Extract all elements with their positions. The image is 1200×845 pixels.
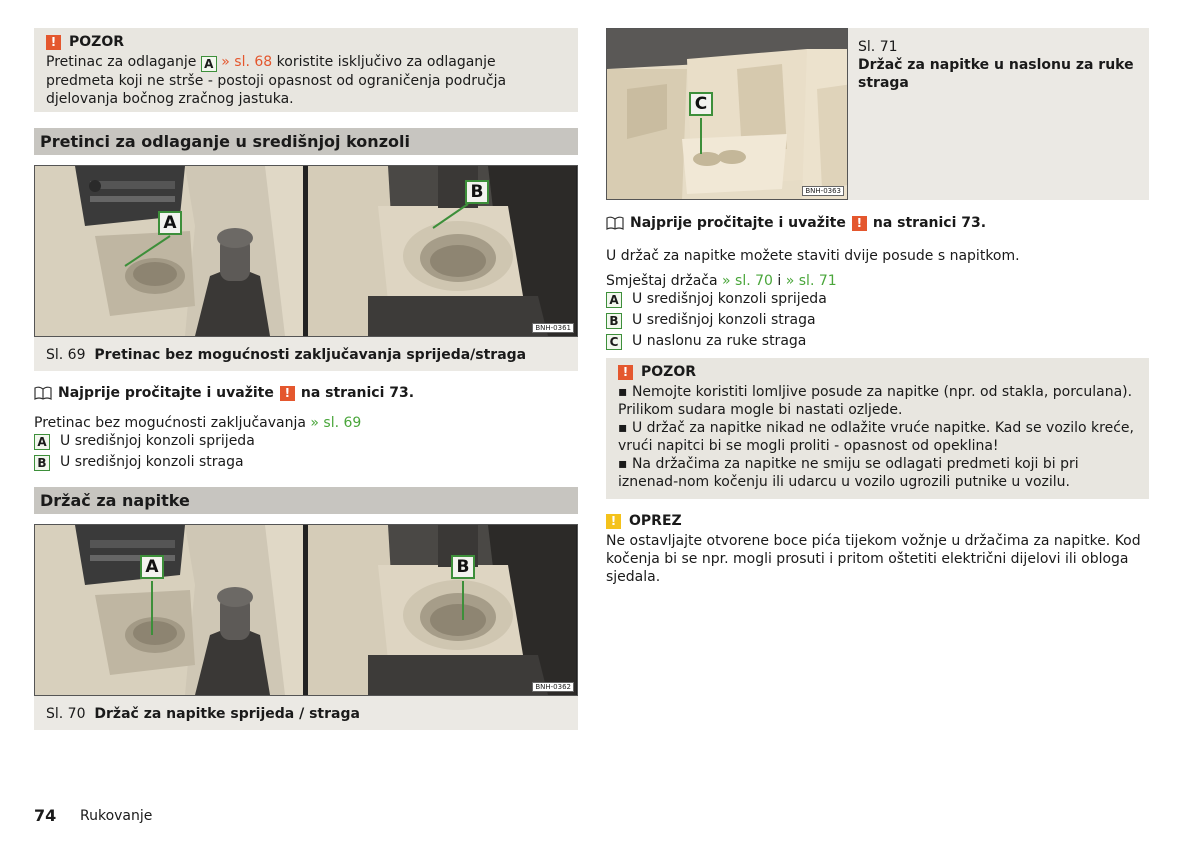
warning-text xyxy=(46,53,566,108)
callout-b-line xyxy=(308,525,576,695)
list-item-text: U središnjoj konzoli straga xyxy=(60,454,244,470)
figure-title: Držač za napitke sprijeda / straga xyxy=(94,706,360,722)
callout-a-line xyxy=(35,166,303,336)
read-first-text: Najprije pročitajte i uvažite xyxy=(630,215,846,231)
list-item xyxy=(34,431,578,452)
caution-title: OPREZ xyxy=(629,513,682,529)
figure-link[interactable]: » sl. 71 xyxy=(785,273,837,289)
figure-code: BNH-0363 xyxy=(802,186,844,196)
figure-number: Sl. 71 xyxy=(858,39,898,55)
callout-a-line xyxy=(35,525,303,695)
caution-header xyxy=(606,513,1149,529)
paragraph: U držač za napitke možete staviti dvije posude s napitkom. xyxy=(606,248,1020,264)
warning-icon: ! xyxy=(280,386,295,401)
figure-link[interactable]: » sl. 68 xyxy=(216,54,277,70)
figure-code: BNH-0362 xyxy=(532,682,574,692)
left-column xyxy=(34,28,578,730)
figure-70-rear-panel xyxy=(308,525,577,695)
figure-71-image xyxy=(606,28,848,200)
warning-bullet: ▪ Nemojte koristiti lomljive posude za napitke (npr. od stakla, porculana). Prilikom sudara mogle bi nastati ozljede. xyxy=(618,384,1133,418)
list-heading-text: Smještaj držača xyxy=(606,273,718,289)
read-first-text: Najprije pročitajte i uvažite xyxy=(58,385,274,401)
label-a-icon: A xyxy=(201,56,217,72)
figure-title: Pretinac bez mogućnosti zaključavanja sprijeda/straga xyxy=(94,347,527,363)
warning-icon: ! xyxy=(852,216,867,231)
figure-69-caption xyxy=(34,337,578,371)
warning-header xyxy=(46,34,566,50)
figure-69-rear-panel xyxy=(308,166,577,336)
list-heading xyxy=(34,415,578,431)
figure-number: Sl. 70 xyxy=(46,706,86,722)
warning-bullet: ▪ Na držačima za napitke ne smiju se odlagati predmeti koji bi pri iznenad-nom kočenju ili udarcu u vozilo ugrozili putnike u vozilu. xyxy=(618,456,1079,490)
figure-link[interactable]: » sl. 70 xyxy=(717,273,773,289)
list-heading-text: Pretinac bez mogućnosti zaključavanja xyxy=(34,415,306,431)
list-heading-conj: i xyxy=(772,273,786,289)
chapter-name: Rukovanje xyxy=(80,808,153,824)
warning-bullet: ▪ U držač za napitke nikad ne odlažite vruće napitke. Kad se vozilo kreće, vrući napitci bi se mogli proliti - opasnost od opeklina! xyxy=(618,420,1134,454)
read-first-suffix[interactable]: na stranici 73. xyxy=(872,215,987,231)
warning-box-1 xyxy=(34,28,578,112)
figure-71 xyxy=(606,28,1149,200)
figure-70-caption xyxy=(34,696,578,730)
read-first-note xyxy=(34,385,578,401)
warning-header xyxy=(618,364,1137,380)
section-heading: Držač za napitke xyxy=(34,487,578,514)
warning-text-after: koristite isključivo za odlaganje predmeta koji ne strše - postoji opasnost od ograničenja područja djelovanja bočnog zračnog jastuka. xyxy=(46,54,507,107)
callout-c: C xyxy=(689,92,713,116)
figure-71-caption xyxy=(848,28,1149,200)
label-a-icon: A xyxy=(606,292,622,308)
figure-title: Držač za napitke u naslonu za ruke straga xyxy=(858,57,1134,91)
list-item xyxy=(606,331,1149,352)
callout-c-line xyxy=(607,29,848,200)
figure-69 xyxy=(34,165,578,371)
label-b-icon: B xyxy=(34,455,50,471)
figure-number: Sl. 69 xyxy=(46,347,86,363)
list-item-text: U naslonu za ruke straga xyxy=(632,333,807,349)
callout-b-line xyxy=(308,166,576,336)
book-icon xyxy=(606,216,624,230)
warning-box-2 xyxy=(606,358,1149,499)
list-item-text: U središnjoj konzoli sprijeda xyxy=(632,291,827,307)
figure-69-image xyxy=(34,165,578,337)
label-c-icon: C xyxy=(606,334,622,350)
right-column xyxy=(606,28,1149,586)
figure-code: BNH-0361 xyxy=(532,323,574,333)
list-item-text: U središnjoj konzoli straga xyxy=(632,312,816,328)
callout-a: A xyxy=(140,555,164,579)
callout-b: B xyxy=(465,180,489,204)
label-a-icon: A xyxy=(34,434,50,450)
list-item-text: U središnjoj konzoli sprijeda xyxy=(60,433,255,449)
caution-text: Ne ostavljajte otvorene boce pića tijekom vožnje u držačima za napitke. Kod kočenja bi se npr. mogli prosuti i pritom oštetiti električni dijelovi ili obloga sjedala. xyxy=(606,533,1141,585)
label-b-icon: B xyxy=(606,313,622,329)
section-heading: Pretinci za odlaganje u središnjoj konzoli xyxy=(34,128,578,155)
warning-icon: ! xyxy=(46,35,61,50)
caution-box xyxy=(606,513,1149,586)
figure-70-front-panel xyxy=(35,525,304,695)
read-first-suffix[interactable]: na stranici 73. xyxy=(300,385,415,401)
page-number: 74 xyxy=(34,806,57,825)
warning-title: POZOR xyxy=(641,364,696,380)
caution-icon: ! xyxy=(606,514,621,529)
book-icon xyxy=(34,386,52,400)
warning-title: POZOR xyxy=(69,34,124,50)
figure-69-front-panel xyxy=(35,166,304,336)
list-item xyxy=(606,310,1149,331)
callout-b: B xyxy=(451,555,475,579)
callout-a: A xyxy=(158,211,182,235)
warning-text-before: Pretinac za odlaganje xyxy=(46,54,201,70)
figure-70 xyxy=(34,524,578,730)
list-item xyxy=(606,289,1149,310)
list-heading xyxy=(606,273,1149,289)
list-item xyxy=(34,452,578,473)
warning-icon: ! xyxy=(618,365,633,380)
read-first-note xyxy=(606,215,1149,231)
figure-70-image xyxy=(34,524,578,696)
figure-link[interactable]: » sl. 69 xyxy=(305,415,362,431)
